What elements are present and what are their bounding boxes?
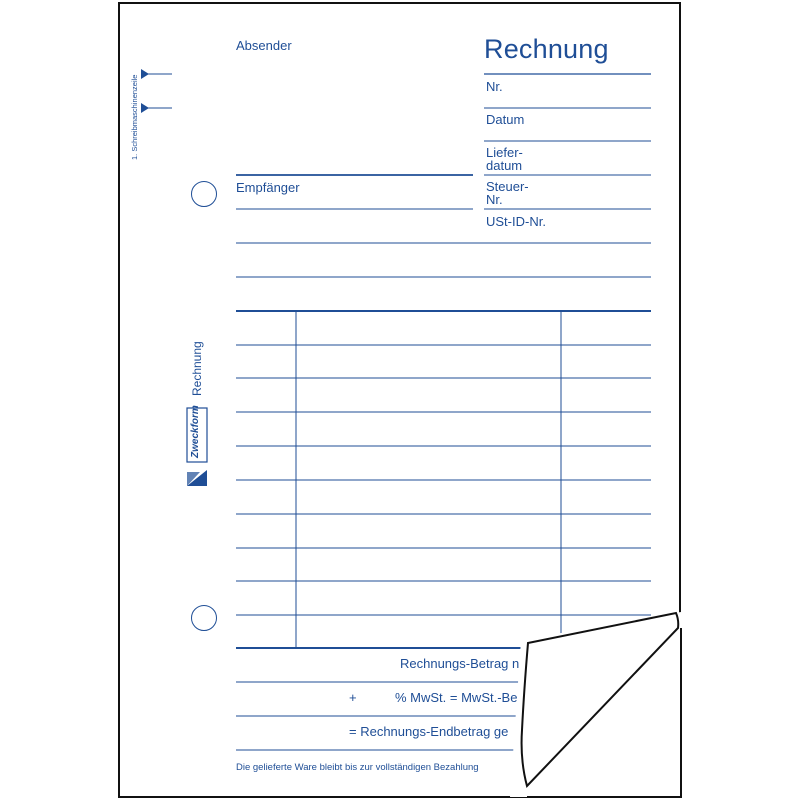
field-label-date: Datum (486, 112, 525, 127)
field-label-delivery-date-2: datum (486, 158, 523, 173)
side-title: Rechnung (190, 341, 204, 396)
gross-amount-label: = Rechnungs-Endbetrag ge (349, 724, 509, 739)
plus-sign: + (349, 690, 357, 705)
sender-label: Absender (236, 38, 292, 53)
field-label-tax-number-2: Nr. (486, 192, 503, 207)
field-label-number: Nr. (486, 79, 503, 94)
punch-hole-bottom (191, 605, 217, 631)
net-amount-label: Rechnungs-Betrag n (400, 656, 520, 671)
brand-name: Zweckform (190, 405, 201, 458)
typewriter-line-label: 1. Schreibmaschinenzeile (130, 74, 139, 160)
retention-of-title-note: Die gelieferte Ware bleibt bis zur vollständigen Bezahlung (236, 762, 479, 773)
document-title: Rechnung (484, 34, 609, 64)
field-label-delivery-date-1: Liefer- (486, 145, 523, 160)
field-label-vat-id: USt-ID-Nr. (486, 214, 546, 229)
field-label-tax-number-1: Steuer- (486, 179, 529, 194)
punch-hole-top (191, 181, 217, 207)
recipient-label: Empfänger (236, 180, 300, 195)
vat-label: % MwSt. = MwSt.-Be (395, 690, 518, 705)
